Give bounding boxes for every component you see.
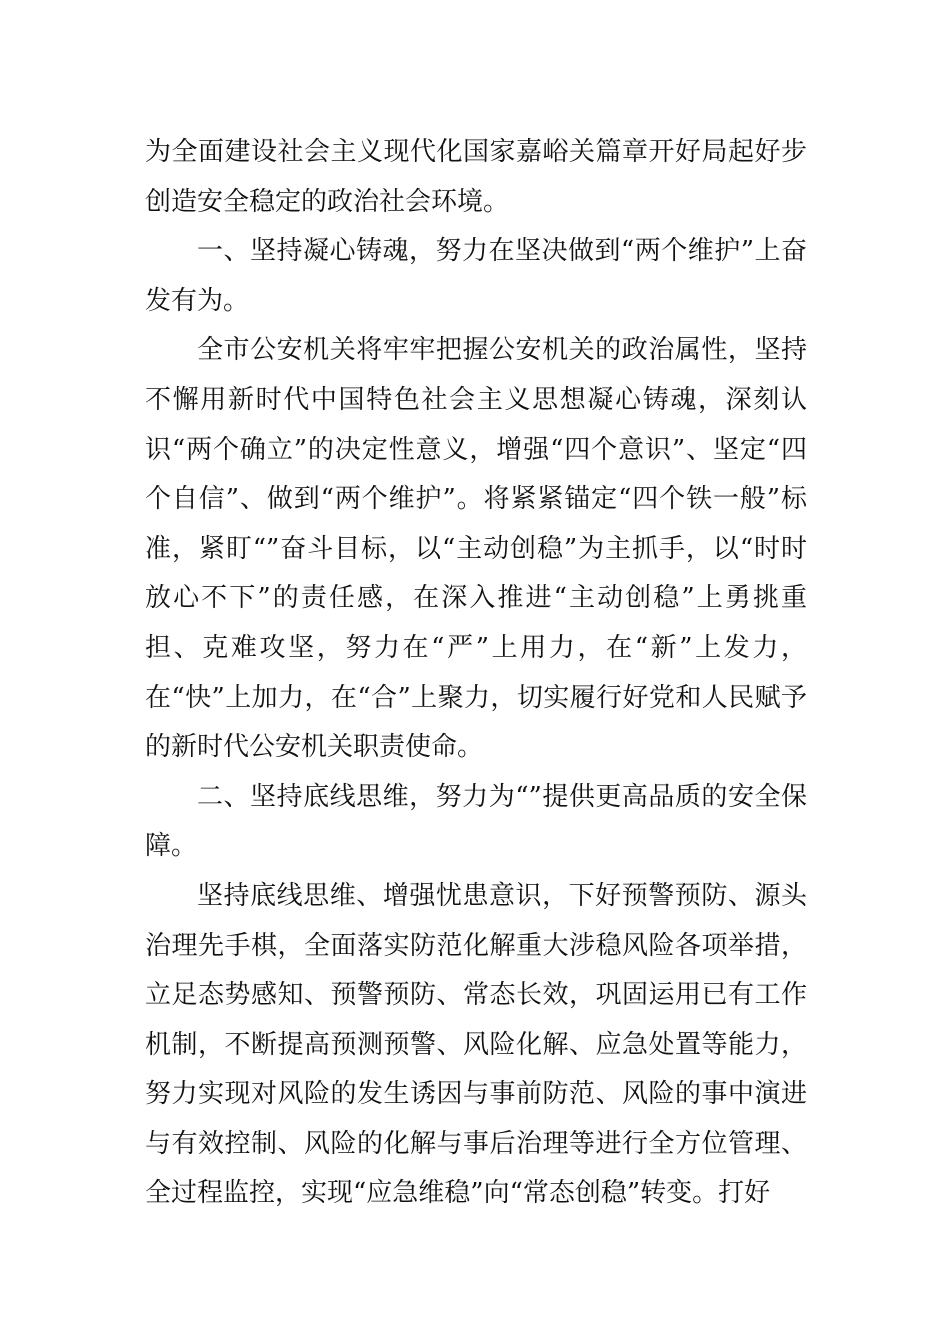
- section-heading-2: 二、坚持底线思维，努力为“”提供更高品质的安全保障。: [145, 781, 807, 862]
- section-heading-1: 一、坚持凝心铸魂，努力在坚决做到“两个维护”上奋发有为。: [145, 236, 807, 316]
- document-body: [145, 128, 807, 1219]
- paragraph-body-1: 全市公安机关将牢牢把握公安机关的政治属性，坚持不懈用新时代中国特色社会主义思想凝心铸魂，深刻认识“两个确立”的决定性意义，增强“四个意识”、坚定“四个自信”、做到“两个维护”。将紧紧锚定“四个铁一般”标准，紧盯“”奋斗目标，以“主动创稳”为主抓手，以“时时放心不下”的责任感，在深入推进“主动创稳”上勇挑重担、克难攻坚，努力在“严”上用力，在“新”上发力，在“快”上加力，在“合”上聚力，切实履行好党和人民赋予的新时代公安机关职责使命。: [145, 335, 807, 763]
- paragraph-body-2: 坚持底线思维、增强忧患意识，下好预警预防、源头治理先手棋，全面落实防范化解重大涉稳风险各项举措，立足态势感知、预警预防、常态长效，巩固运用已有工作机制，不断提高预测预警、风险化解、应急处置等能力，努力实现对风险的发生诱因与事前防范、风险的事中演进与有效控制、风险的化解与事后治理等进行全方位管理、全过程监控，实现“应急维稳”向“常态创稳”转变。打好: [145, 880, 807, 1209]
- paragraph-continuation: 为全面建设社会主义现代化国家嘉峪关篇章开好局起好步创造安全稳定的政治社会环境。: [145, 137, 807, 217]
